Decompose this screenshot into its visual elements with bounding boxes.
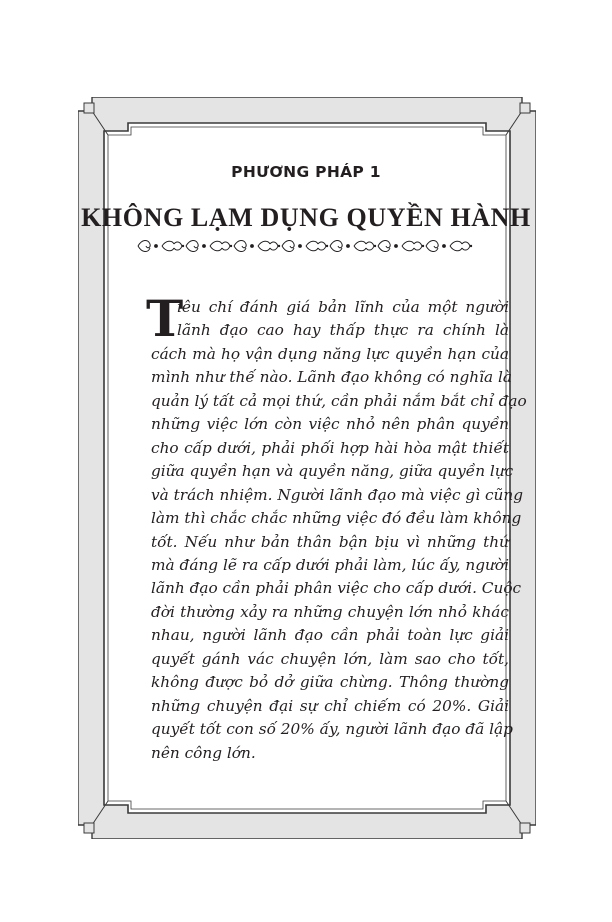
body-line: tốt. Nếu như bản thân bận bịu vì những thứ (151, 532, 509, 551)
body-line: iêu chí đánh giá bản lĩnh của một người (177, 298, 509, 316)
body-line: cho cấp dưới, phải phối hợp hài hòa mật thiết (151, 438, 509, 457)
body-line: mình như thế nào. Lãnh đạo không có nghĩa là (151, 368, 512, 387)
body-line: nên công lớn. (151, 743, 256, 762)
body-line: những chuyện đại sự chỉ chiếm có 20%. Giải (151, 696, 509, 715)
body-line: làm thì chắc chắc những việc đó đều làm không (151, 509, 522, 528)
body-line: và trách nhiệm. Người lãnh đạo mà việc gì cũng (151, 485, 524, 504)
body-line: nhau, người lãnh đạo cần phải toàn lực giải (151, 626, 509, 645)
body-line: quản lý tất cả mọi thứ, cần phải nắm bắt chỉ đạo (151, 391, 527, 410)
body-line: quyết gánh vác chuyện lớn, làm sao cho tốt, (151, 649, 509, 668)
scroll-ornament-divider-icon (136, 235, 476, 257)
chapter-label: PHƯƠNG PHÁP 1 (231, 163, 381, 181)
body-line: cách mà họ vận dụng năng lực quyền hạn của (151, 344, 509, 363)
body-line: quyết tốt con số 20% ấy, người lãnh đạo đã lập (151, 720, 513, 739)
body-paragraph (151, 296, 527, 765)
body-line: mà đáng lẽ ra cấp dưới phải làm, lúc ấy, người (151, 555, 509, 574)
chapter-title: KHÔNG LẠM DỤNG QUYỀN HÀNH (81, 203, 531, 232)
body-line: giữa quyền hạn và quyền năng, giữa quyền lực (151, 462, 514, 481)
body-line: lãnh đạo cần phải phân việc cho cấp dưới. Cuộc (151, 579, 522, 598)
body-line: những việc lớn còn việc nhỏ nên phân quyền (151, 415, 509, 434)
drop-cap: T (146, 289, 184, 348)
body-line: đời thường xảy ra những chuyện lớn nhỏ khác (151, 602, 509, 621)
body-line: không được bỏ dở giữa chừng. Thông thường (151, 673, 509, 692)
body-line: lãnh đạo cao hay thấp thực ra chính là (177, 321, 509, 340)
